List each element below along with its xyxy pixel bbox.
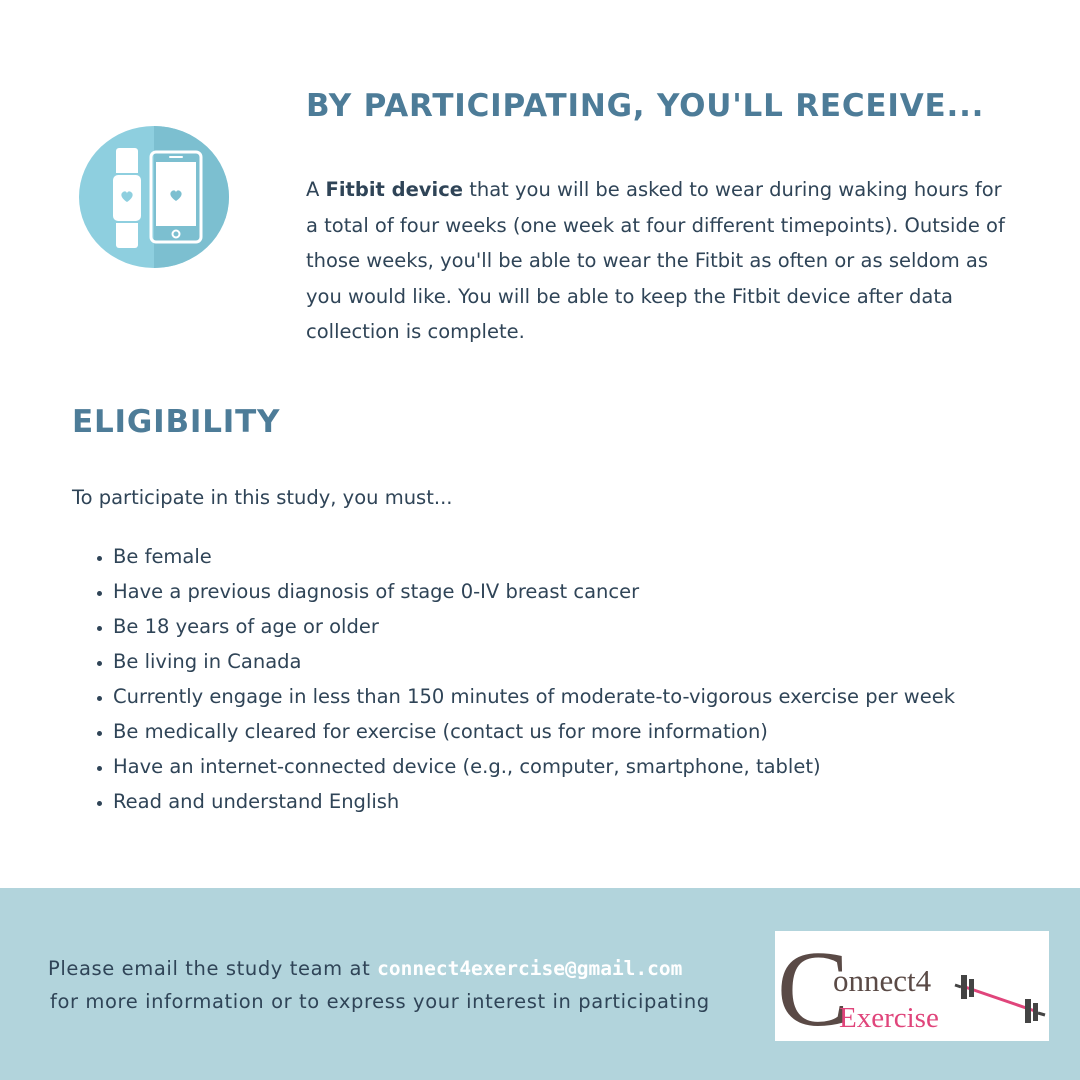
eligibility-intro: To participate in this study, you must...: [72, 486, 453, 509]
contact-text-before: Please email the study team at: [48, 957, 371, 980]
email-link[interactable]: connect4exercise@gmail.com: [377, 957, 683, 980]
eligibility-item: • Be living in Canada: [113, 644, 1013, 679]
eligibility-item: • Be female: [113, 539, 1013, 574]
eligibility-list: [72, 539, 1013, 819]
receive-body-text: that you will be asked to wear during waking hours for a total of four weeks (one week at four different timepoints). Outside of those weeks, you'll be able to wear the Fitbit as often or as seldom as you would like. You will be able to keep the Fitbit device after data collection is complete.: [306, 178, 1005, 343]
barbell-icon: [955, 975, 1045, 1023]
eligibility-item: • Read and understand English: [113, 784, 1013, 819]
eligibility-item: • Have a previous diagnosis of stage 0-IV breast cancer: [113, 574, 1013, 609]
contact-text: [48, 952, 710, 1018]
logo-connect-text: onnect4: [833, 963, 932, 998]
fitbit-device-highlight: Fitbit device: [325, 178, 463, 201]
logo-letter-c: C: [777, 931, 850, 1041]
connect4-exercise-logo: [775, 931, 1049, 1041]
eligibility-item: • Have an internet-connected device (e.g., computer, smartphone, tablet): [113, 749, 1013, 784]
eligibility-item: • Be medically cleared for exercise (contact us for more information): [113, 714, 1013, 749]
fitbit-phone-icon: [79, 126, 229, 268]
receive-intro-word: A: [306, 178, 320, 201]
receive-description: [306, 172, 1016, 350]
eligibility-item: • Currently engage in less than 150 minutes of moderate-to-vigorous exercise per week: [113, 679, 1013, 714]
eligibility-item: • Be 18 years of age or older: [113, 609, 1013, 644]
receive-heading: BY PARTICIPATING, YOU'LL RECEIVE...: [306, 88, 985, 124]
fitbit-band-icon: [113, 148, 141, 248]
eligibility-heading: ELIGIBILITY: [72, 404, 281, 440]
contact-text-after: for more information or to express your interest in participating: [50, 990, 710, 1013]
logo-exercise-text: Exercise: [839, 1002, 939, 1034]
